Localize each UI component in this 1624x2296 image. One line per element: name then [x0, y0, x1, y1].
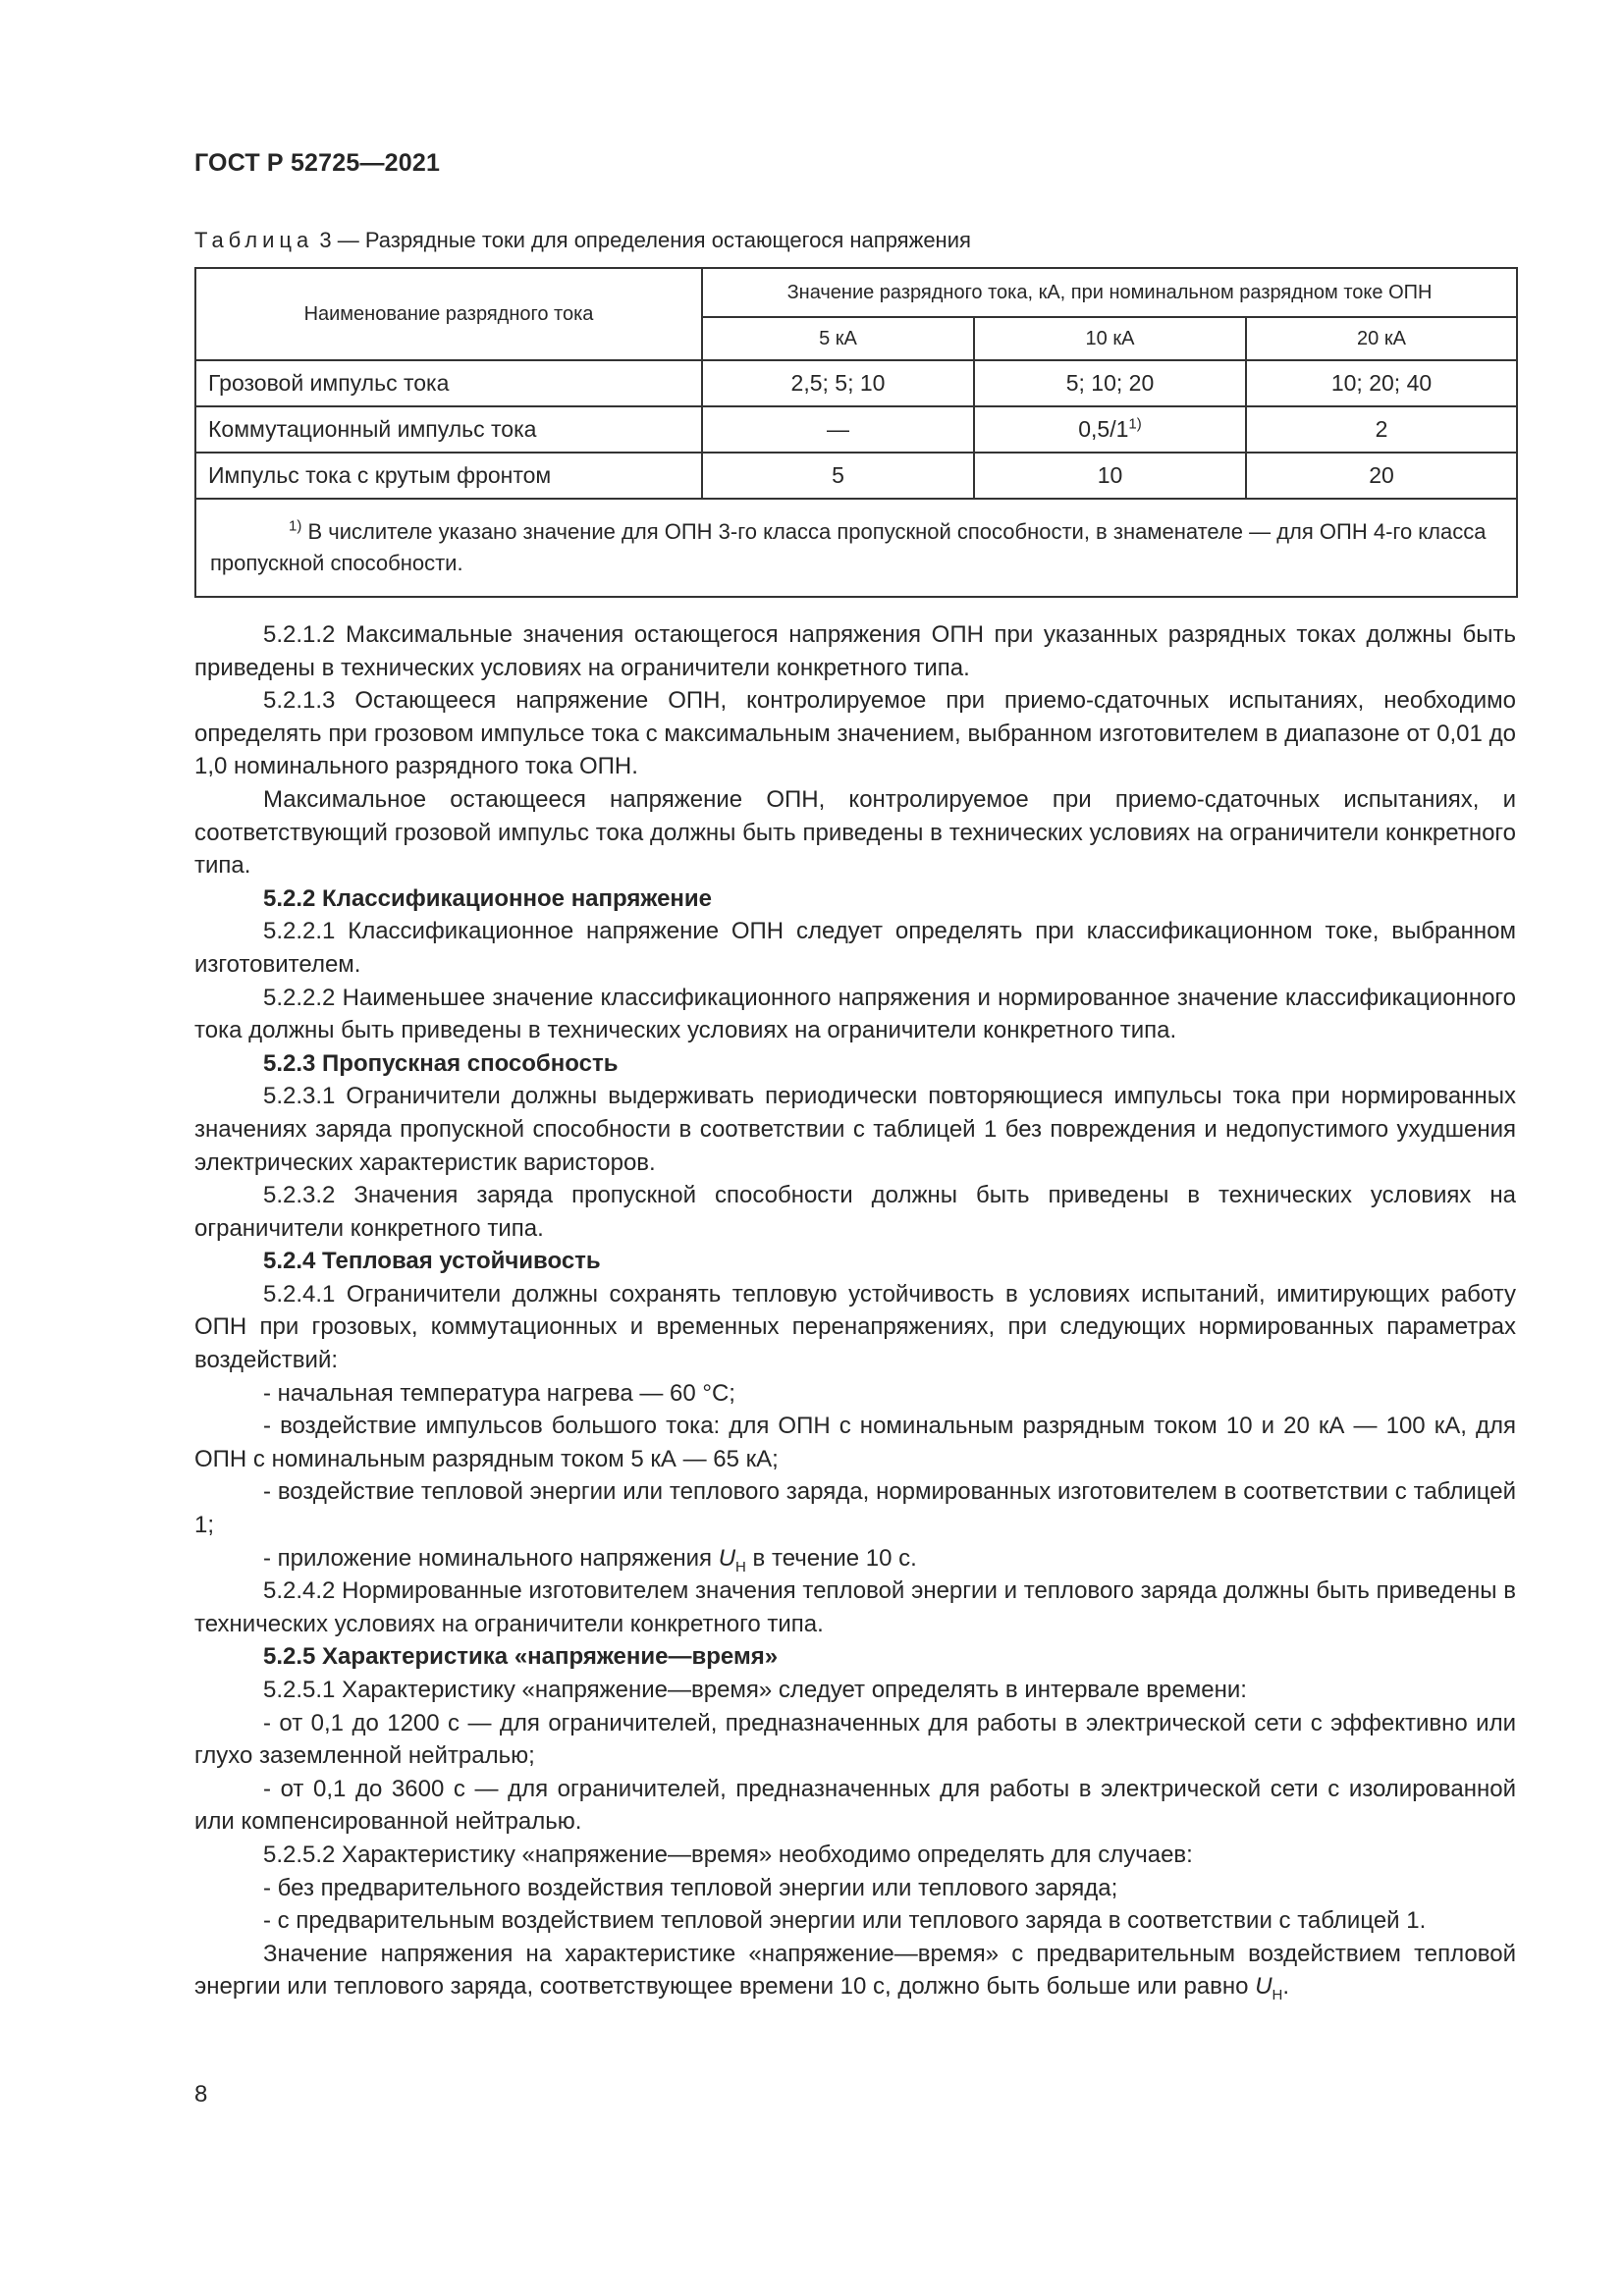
symbol-subscript: Н	[735, 1558, 746, 1575]
table-caption-title: 3 — Разрядные токи для определения остающегося напряжения	[313, 228, 971, 252]
col-header-name: Наименование разрядного тока	[195, 268, 702, 360]
document-header: ГОСТ Р 52725—2021	[194, 149, 441, 177]
body-text	[194, 618, 1516, 2003]
cell-value: —	[702, 406, 974, 453]
row-name: Коммутационный импульс тока	[195, 406, 702, 453]
paragraph: 5.2.2.2 Наименьшее значение классификационного напряжения и нормированное значение классификационного тока должны быть приведены в технических условиях на ограничители конкретного типа.	[194, 984, 1516, 1044]
paragraph: 5.2.5.2 Характеристику «напряжение—время» необходимо определять для случаев:	[263, 1841, 1193, 1868]
list-item: - воздействие импульсов большого тока: для ОПН с номинальным разрядным током 10 и 20 кА — 100 кА, для ОПН с номинальным разрядным током 5 кА — 65 кА;	[194, 1413, 1516, 1472]
paragraph-text: Значение напряжения на характеристике «напряжение—время» с предварительным воздействием тепловой энергии или теплового заряда, соответствующее времени 10 с, должно быть больше или равно	[194, 1940, 1516, 2001]
table-row	[195, 406, 1517, 453]
list-item: - с предварительным воздействием тепловой энергии или теплового заряда в соответствии с таблицей 1.	[263, 1907, 1427, 1935]
list-item: - без предварительного воздействия тепловой энергии или теплового заряда;	[263, 1874, 1118, 1901]
list-item: - воздействие тепловой энергии или теплового заряда, нормированных изготовителем в соответствии с таблицей 1;	[194, 1478, 1516, 1539]
list-item-text: - приложение номинального напряжения	[263, 1544, 719, 1572]
row-name: Грозовой импульс тока	[195, 360, 702, 406]
section-heading-5-2-3: 5.2.3 Пропускная способность	[263, 1049, 619, 1077]
table-row	[195, 360, 1517, 406]
cell-value: 2	[1246, 406, 1517, 453]
cell-value: 5; 10; 20	[974, 360, 1246, 406]
page-number: 8	[194, 2081, 208, 2108]
paragraph: 5.2.1.3 Остающееся напряжение ОПН, контролируемое при приемо-сдаточных испытаниях, необходимо определять при грозовом импульсе тока с максимальным значением, выбранном изготовителем в диапазоне от 0,01 до 1,0 номинального разрядного тока ОПН.	[194, 687, 1516, 780]
list-item: - начальная температура нагрева — 60 °С;	[263, 1379, 735, 1407]
paragraph: 5.2.4.1 Ограничители должны сохранять тепловую устойчивость в условиях испытаний, имитирующих работу ОПН при грозовых, коммутационных и временных перенапряжениях, при следующих нормированных параметрах воздействий:	[194, 1280, 1516, 1374]
symbol-subscript: Н	[1272, 1987, 1283, 2004]
cell-value: 20	[1246, 453, 1517, 499]
list-item: - от 0,1 до 1200 с — для ограничителей, предназначенных для работы в электрической сети с эффективно или глухо заземленной нейтралью;	[194, 1709, 1516, 1770]
paragraph: 5.2.1.2 Максимальные значения остающегося напряжения ОПН при указанных разрядных токах должны быть приведены в технических условиях на ограничители конкретного типа.	[194, 621, 1516, 681]
cell-value: 2,5; 5; 10	[702, 360, 974, 406]
sub-header-5ka: 5 кА	[702, 317, 974, 360]
paragraph-text: .	[1282, 1973, 1290, 2001]
section-heading-5-2-2: 5.2.2 Классификационное напряжение	[263, 884, 713, 912]
cell-value: 10	[974, 453, 1246, 499]
list-item: - от 0,1 до 3600 с — для ограничителей, предназначенных для работы в электрической сети с изолированной или компенсированной нейтралью.	[194, 1775, 1516, 1836]
paragraph	[194, 1938, 1516, 2003]
footnote-reference: 1)	[1128, 415, 1142, 433]
cell-value	[974, 406, 1246, 453]
cell-value: 10; 20; 40	[1246, 360, 1517, 406]
footnote-text: В числителе указано значение для ОПН 3-го класса пропускной способности, в знаменателе — для ОПН 4-го класса пропускной способности.	[210, 519, 1487, 575]
table-footnote	[195, 499, 1517, 597]
list-item-text: в течение 10 с.	[745, 1544, 917, 1572]
list-item	[194, 1542, 1516, 1575]
symbol-u: U	[718, 1544, 736, 1572]
paragraph: 5.2.5.1 Характеристику «напряжение—время» следует определять в интервале времени:	[263, 1677, 1247, 1703]
paragraph: 5.2.3.1 Ограничители должны выдерживать периодически повторяющиеся импульсы тока при нормированных значениях заряда пропускной способности в соответствии с таблицей 1 без повреждения и недопустимого ухудшения электрических характеристик варисторов.	[194, 1083, 1516, 1176]
symbol-u: U	[1255, 1973, 1272, 2001]
paragraph: Максимальное остающееся напряжение ОПН, контролируемое при приемо-сдаточных испытаниях, и соответствующий грозовой импульс тока должны быть приведены в технических условиях на ограничители конкретного типа.	[194, 785, 1516, 880]
footnote-mark: 1)	[289, 517, 302, 535]
row-name: Импульс тока с крутым фронтом	[195, 453, 702, 499]
cell-value-text: 0,5/1	[1078, 416, 1129, 442]
paragraph: 5.2.3.2 Значения заряда пропускной способности должны быть приведены в технических условиях на ограничители конкретного типа.	[194, 1182, 1516, 1242]
table-caption	[194, 228, 971, 253]
section-heading-5-2-4: 5.2.4 Тепловая устойчивость	[263, 1248, 601, 1275]
col-group-header: Значение разрядного тока, кА, при номинальном разрядном токе ОПН	[702, 268, 1517, 317]
table-row	[195, 453, 1517, 499]
table-caption-word: Таблица	[194, 228, 314, 252]
section-heading-5-2-5: 5.2.5 Характеристика «напряжение—время»	[263, 1643, 779, 1671]
paragraph: 5.2.2.1 Классификационное напряжение ОПН следует определять при классификационном токе, выбранном изготовителем.	[194, 918, 1516, 978]
sub-header-20ka: 20 кА	[1246, 317, 1517, 360]
sub-header-10ka: 10 кА	[974, 317, 1246, 360]
cell-value: 5	[702, 453, 974, 499]
paragraph: 5.2.4.2 Нормированные изготовителем значения тепловой энергии и теплового заряда должны быть приведены в технических условиях на ограничители конкретного типа.	[194, 1577, 1516, 1637]
discharge-currents-table	[194, 267, 1518, 598]
